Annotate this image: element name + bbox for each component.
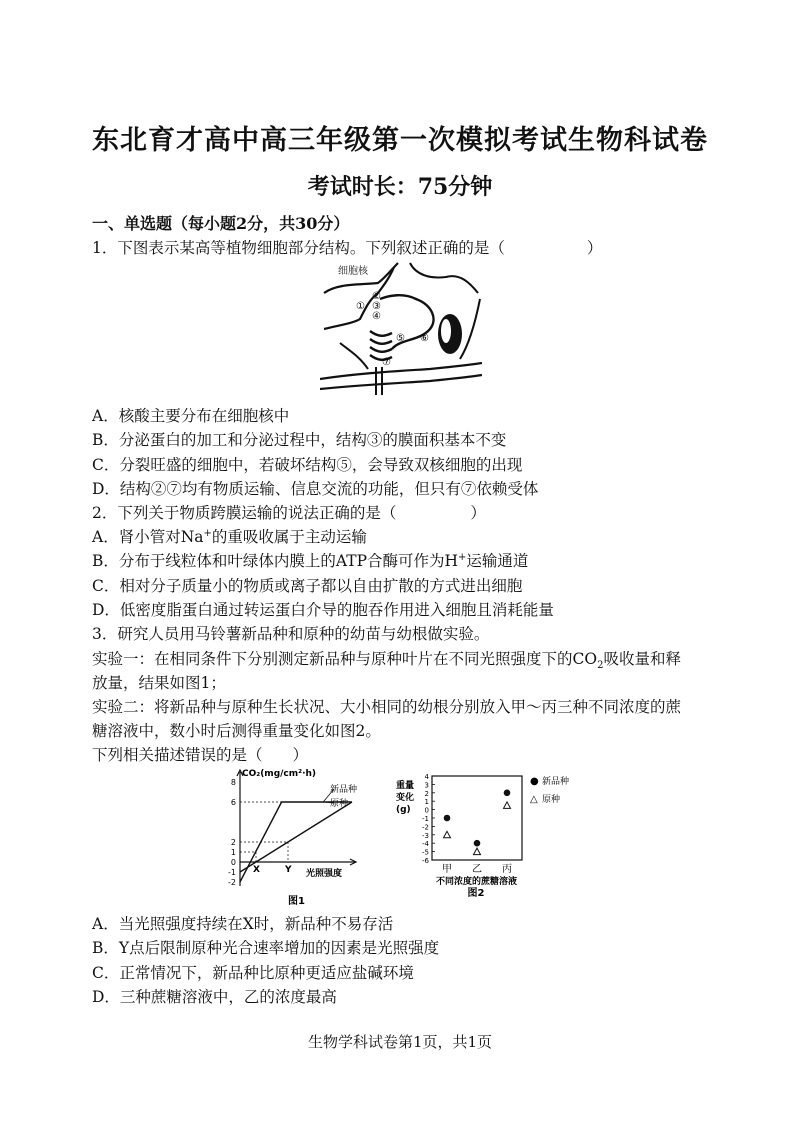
point-new-甲 xyxy=(444,815,451,822)
y-tick-label: -2 xyxy=(228,878,236,887)
q3-experiment-2-line1: 实验二：将新品种与原种生长状况、大小相同的幼根分别放入甲～丙三种不同浓度的蔗 xyxy=(92,698,682,716)
q3-option-d: D．三种蔗糖溶液中，乙的浓度最高 xyxy=(92,988,337,1006)
page-footer: 生物学科试卷第1页，共1页 xyxy=(307,1033,493,1051)
y-tick-label: 0 xyxy=(230,858,236,867)
point-original-丙 xyxy=(504,802,511,809)
question-2-stem: 2．下列关于物质跨膜运输的说法正确的是（ ） xyxy=(92,504,486,522)
q2-option-a: A．肾小管对Na+的重吸收属于主动运输 xyxy=(92,527,367,546)
q2-option-b: B．分布于线粒体和叶绿体内膜上的ATP合酶可作为H+运输通道 xyxy=(92,551,529,570)
marker-4: ④ xyxy=(372,311,381,322)
marker-5: ⑤ xyxy=(396,333,405,344)
y-tick-label: 6 xyxy=(230,798,236,807)
marker-2: ② xyxy=(372,291,381,302)
y-tick-label: -1 xyxy=(228,868,236,877)
y-axis-label-2: 变化 xyxy=(396,793,415,803)
y-tick-label: -4 xyxy=(422,840,429,849)
section-heading: 一、单选题（每小题2分，共30分） xyxy=(92,214,350,233)
page-title: 东北育才高中高三年级第一次模拟考试生物科试卷 xyxy=(92,125,708,156)
y-tick-label: 2 xyxy=(230,838,236,847)
marker-1: ① xyxy=(356,301,365,312)
point-original-甲 xyxy=(444,831,451,838)
marker-7: ⑦ xyxy=(382,357,391,368)
legend-label: 原种 xyxy=(330,799,349,809)
marker-6: ⑥ xyxy=(420,333,429,344)
q3-option-a: A．当光照强度持续在X时，新品种不易存活 xyxy=(92,915,394,933)
question-3-stem: 3．研究人员用马铃薯新品种和原种的幼苗与幼根做实验。 xyxy=(92,625,490,643)
q3-experiment-2-line2: 糖溶液中，数小时后测得重量变化如图2。 xyxy=(92,722,381,740)
q3-experiment-1-line1: 实验一：在相同条件下分别测定新品种与原种叶片在不同光照强度下的$CO_2$吸收量和释 xyxy=(92,650,681,672)
y-tick-label: -6 xyxy=(422,857,429,865)
point-new-丙 xyxy=(504,790,511,797)
figure-1-caption: 图1 xyxy=(288,896,305,907)
y-tick-label: 1 xyxy=(424,798,429,807)
x-axis-label: 不同浓度的蔗糖溶液 xyxy=(436,877,518,887)
figure-1-chart xyxy=(222,766,362,908)
point-original-乙 xyxy=(474,848,481,855)
y-axis-label: CO₂(mg/cm²·h) xyxy=(242,769,317,779)
q3-option-c: C．正常情况下，新品种比原种更适应盐碱环境 xyxy=(92,964,414,982)
q3-ask: 下列相关描述错误的是（ ） xyxy=(92,746,309,764)
q1-option-c: C．分裂旺盛的细胞中，若破坏结构⑤，会导致双核细胞的出现 xyxy=(92,456,523,474)
category-label: 丙 xyxy=(502,864,512,875)
y-tick-label: -2 xyxy=(422,823,429,832)
legend-symbol: △ xyxy=(530,794,538,805)
category-label: 乙 xyxy=(472,864,482,875)
y-axis-label-3: (g) xyxy=(396,805,411,815)
y-tick-label: 1 xyxy=(230,848,236,857)
q2-option-d: D．低密度脂蛋白通过转运蛋白介导的胞吞作用进入细胞且消耗能量 xyxy=(92,601,554,619)
legend-label: 原种 xyxy=(542,795,561,805)
figure-2-caption: 图2 xyxy=(467,888,485,899)
q1-option-a: A．核酸主要分布在细胞核中 xyxy=(92,407,290,425)
x-point-label: Y xyxy=(285,865,292,875)
legend-label: 新品种 xyxy=(330,785,358,795)
cell-structure-diagram xyxy=(320,259,482,395)
q2-option-c: C．相对分子质量小的物质或离子都以自由扩散的方式进出细胞 xyxy=(92,577,523,595)
y-tick-label: -3 xyxy=(422,831,429,840)
y-axis-label: 重量 xyxy=(396,781,415,791)
marker-3: ③ xyxy=(372,301,381,312)
q1-option-d: D．结构②⑦均有物质运输、信息交流的功能，但只有⑦依赖受体 xyxy=(92,480,539,498)
legend-symbol: ● xyxy=(530,776,539,787)
category-label: 甲 xyxy=(442,864,452,875)
y-tick-label: 8 xyxy=(230,778,236,787)
x-axis-label: 光照强度 xyxy=(306,869,343,879)
figure-2-chart xyxy=(392,770,612,902)
exam-duration: 考试时长：75分钟 xyxy=(307,174,493,200)
y-tick-label: 3 xyxy=(424,781,429,790)
question-1-stem: 1．下图表示某高等植物细胞部分结构。下列叙述正确的是（ ） xyxy=(92,239,603,257)
y-tick-label: -5 xyxy=(422,848,429,857)
point-new-乙 xyxy=(474,840,481,847)
y-tick-label: -1 xyxy=(422,815,429,823)
q3-option-b: B．Y点后限制原种光合速率增加的因素是光照强度 xyxy=(92,939,440,957)
y-tick-label: 4 xyxy=(424,773,429,781)
nucleus-label: 细胞核 xyxy=(338,266,368,277)
legend-label: 新品种 xyxy=(542,777,570,787)
x-point-label: X xyxy=(253,865,260,875)
y-tick-label: 2 xyxy=(424,789,429,798)
q3-experiment-1-line2: 放量，结果如图1； xyxy=(92,674,226,692)
q1-option-b: B．分泌蛋白的加工和分泌过程中，结构③的膜面积基本不变 xyxy=(92,431,507,449)
y-tick-label: 0 xyxy=(424,806,429,815)
